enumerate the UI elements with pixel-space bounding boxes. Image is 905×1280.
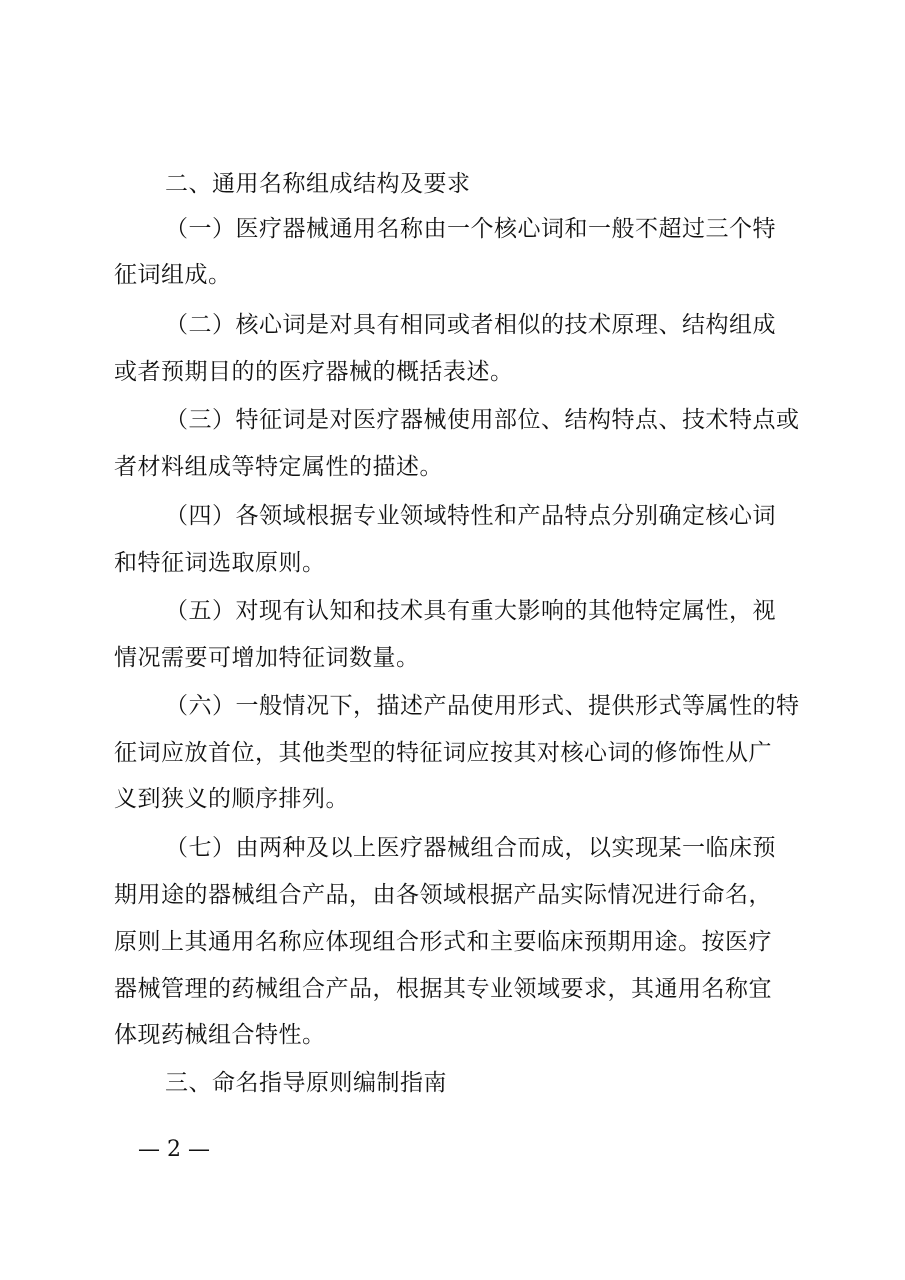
paragraph-7-line-3: 原则上其通用名称应体现组合形式和主要临床预期用途。按医疗	[114, 929, 772, 955]
paragraph-5-line-2: 情况需要可增加特征词数量。	[114, 645, 420, 671]
section-three-heading: 三、命名指导原则编制指南	[165, 1070, 447, 1096]
paragraph-2-line-1: （二）核心词是对具有相同或者相似的技术原理、结构组成	[165, 312, 776, 338]
paragraph-4-line-2: 和特征词选取原则。	[114, 550, 326, 576]
paragraph-1-line-1: （一）医疗器械通用名称由一个核心词和一般不超过三个特	[165, 216, 776, 242]
section-two-heading: 二、通用名称组成结构及要求	[165, 171, 471, 197]
paragraph-7-line-2: 期用途的器械组合产品，由各领域根据产品实际情况进行命名，	[114, 882, 772, 908]
paragraph-7-line-1: （七）由两种及以上医疗器械组合而成，以实现某一临床预	[165, 835, 776, 861]
paragraph-3-line-2: 者材料组成等特定属性的描述。	[114, 454, 443, 480]
paragraph-7-line-5: 体现药械组合特性。	[114, 1022, 326, 1048]
paragraph-4-line-1: （四）各领域根据专业领域特性和产品特点分别确定核心词	[165, 503, 776, 529]
paragraph-7-line-4: 器械管理的药械组合产品，根据其专业领域要求，其通用名称宜	[114, 976, 772, 1002]
paragraph-6-line-2: 征词应放首位，其他类型的特征词应按其对核心词的修饰性从广	[114, 740, 772, 766]
page-number: — 2 —	[138, 1137, 210, 1162]
paragraph-2-line-2: 或者预期目的的医疗器械的概括表述。	[114, 359, 514, 385]
paragraph-3-line-1: （三）特征词是对医疗器械使用部位、结构特点、技术特点或	[165, 407, 800, 433]
paragraph-6-line-3: 义到狭义的顺序排列。	[114, 786, 349, 812]
paragraph-6-line-1: （六）一般情况下，描述产品使用形式、提供形式等属性的特	[165, 693, 800, 719]
paragraph-1-line-2: 征词组成。	[114, 262, 232, 288]
paragraph-5-line-1: （五）对现有认知和技术具有重大影响的其他特定属性，视	[165, 598, 776, 624]
